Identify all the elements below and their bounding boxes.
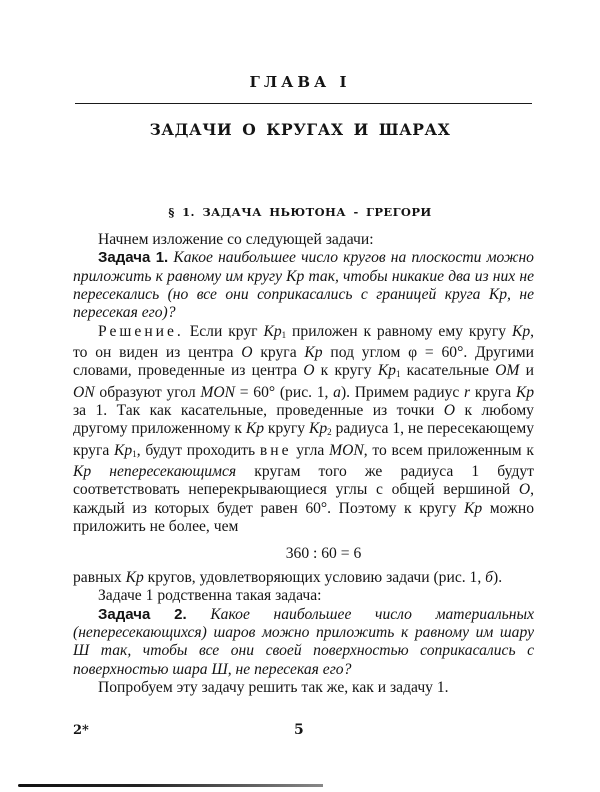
signature-mark: 2* (73, 723, 89, 738)
chapter-rule (75, 103, 532, 104)
solution-paragraph: Решение. Если круг $Кр_1$ приложен к равному ему кругу Кр, то он виден из центра O круга Кр под углом φ = 60°. Другими словами, проведенные из центра O к кругу $Кр_1$ касательные OM и ON образуют угол MON = 60° (рис. 1, a). Примем радиус r круга Кр за 1. Так как касательные, проведенные из точки O к любому другому приложенному к Кр кругу $Кр_2$ радиуса 1, не пересекающему круга $Кр_1$, будут проходить вне угла MON, то всем приложенным к Кр непересекающимся кругам того же радиуса 1 будут соответствовать неперекрывающиеся углы с общей вершиной O, каждый из которых будет равен 60°. Поэтому к кругу Кр можно приложить не более, чем (73, 322, 535, 536)
page-number: 5 (294, 722, 304, 738)
formula: 360 : 60 = 6 (285, 544, 362, 562)
problem-2 (73, 606, 534, 679)
problem-1-label: Задача 1. (98, 249, 169, 267)
after-formula-paragraph: равных Кр кругов, удовлетворяющих условию задачи (рис. 1, б). (73, 568, 503, 586)
intro-paragraph: Начнем изложение со следующей задачи: (98, 231, 374, 248)
chapter-title: ЗАДАЧИ О КРУГАХ И ШАРАХ (149, 120, 451, 139)
solution-label: Решение. (98, 322, 184, 340)
section-heading: § 1. ЗАДАЧА НЬЮТОНА - ГРЕГОРИ (168, 205, 432, 219)
problem-2-label: Задача 2. (98, 605, 187, 623)
problem-2-text: Какое наибольшее число материальных (непересекающихся) шаров можно приложить к равному им шару Ш так, чтобы все они своей поверхностью соприкасались с поверхностью шара Ш, не пересекая его? (73, 605, 534, 678)
body-text (73, 231, 534, 697)
problem-1-text: Какое наибольшее число кругов на плоскости можно приложить к равному им кругу Кр так, чтобы никакие два из них не пересекались (но все они соприкасались с границей круга Кр, не пересекая его)? (73, 249, 534, 322)
chapter-heading: ГЛАВА I (249, 73, 351, 91)
problem-1 (73, 249, 534, 322)
related-paragraph: Задаче 1 родственна такая задача: (98, 587, 322, 605)
scan-edge-artifact (18, 784, 323, 787)
last-paragraph: Попробуем эту задачу решить так же, как и задачу 1. (98, 678, 449, 696)
